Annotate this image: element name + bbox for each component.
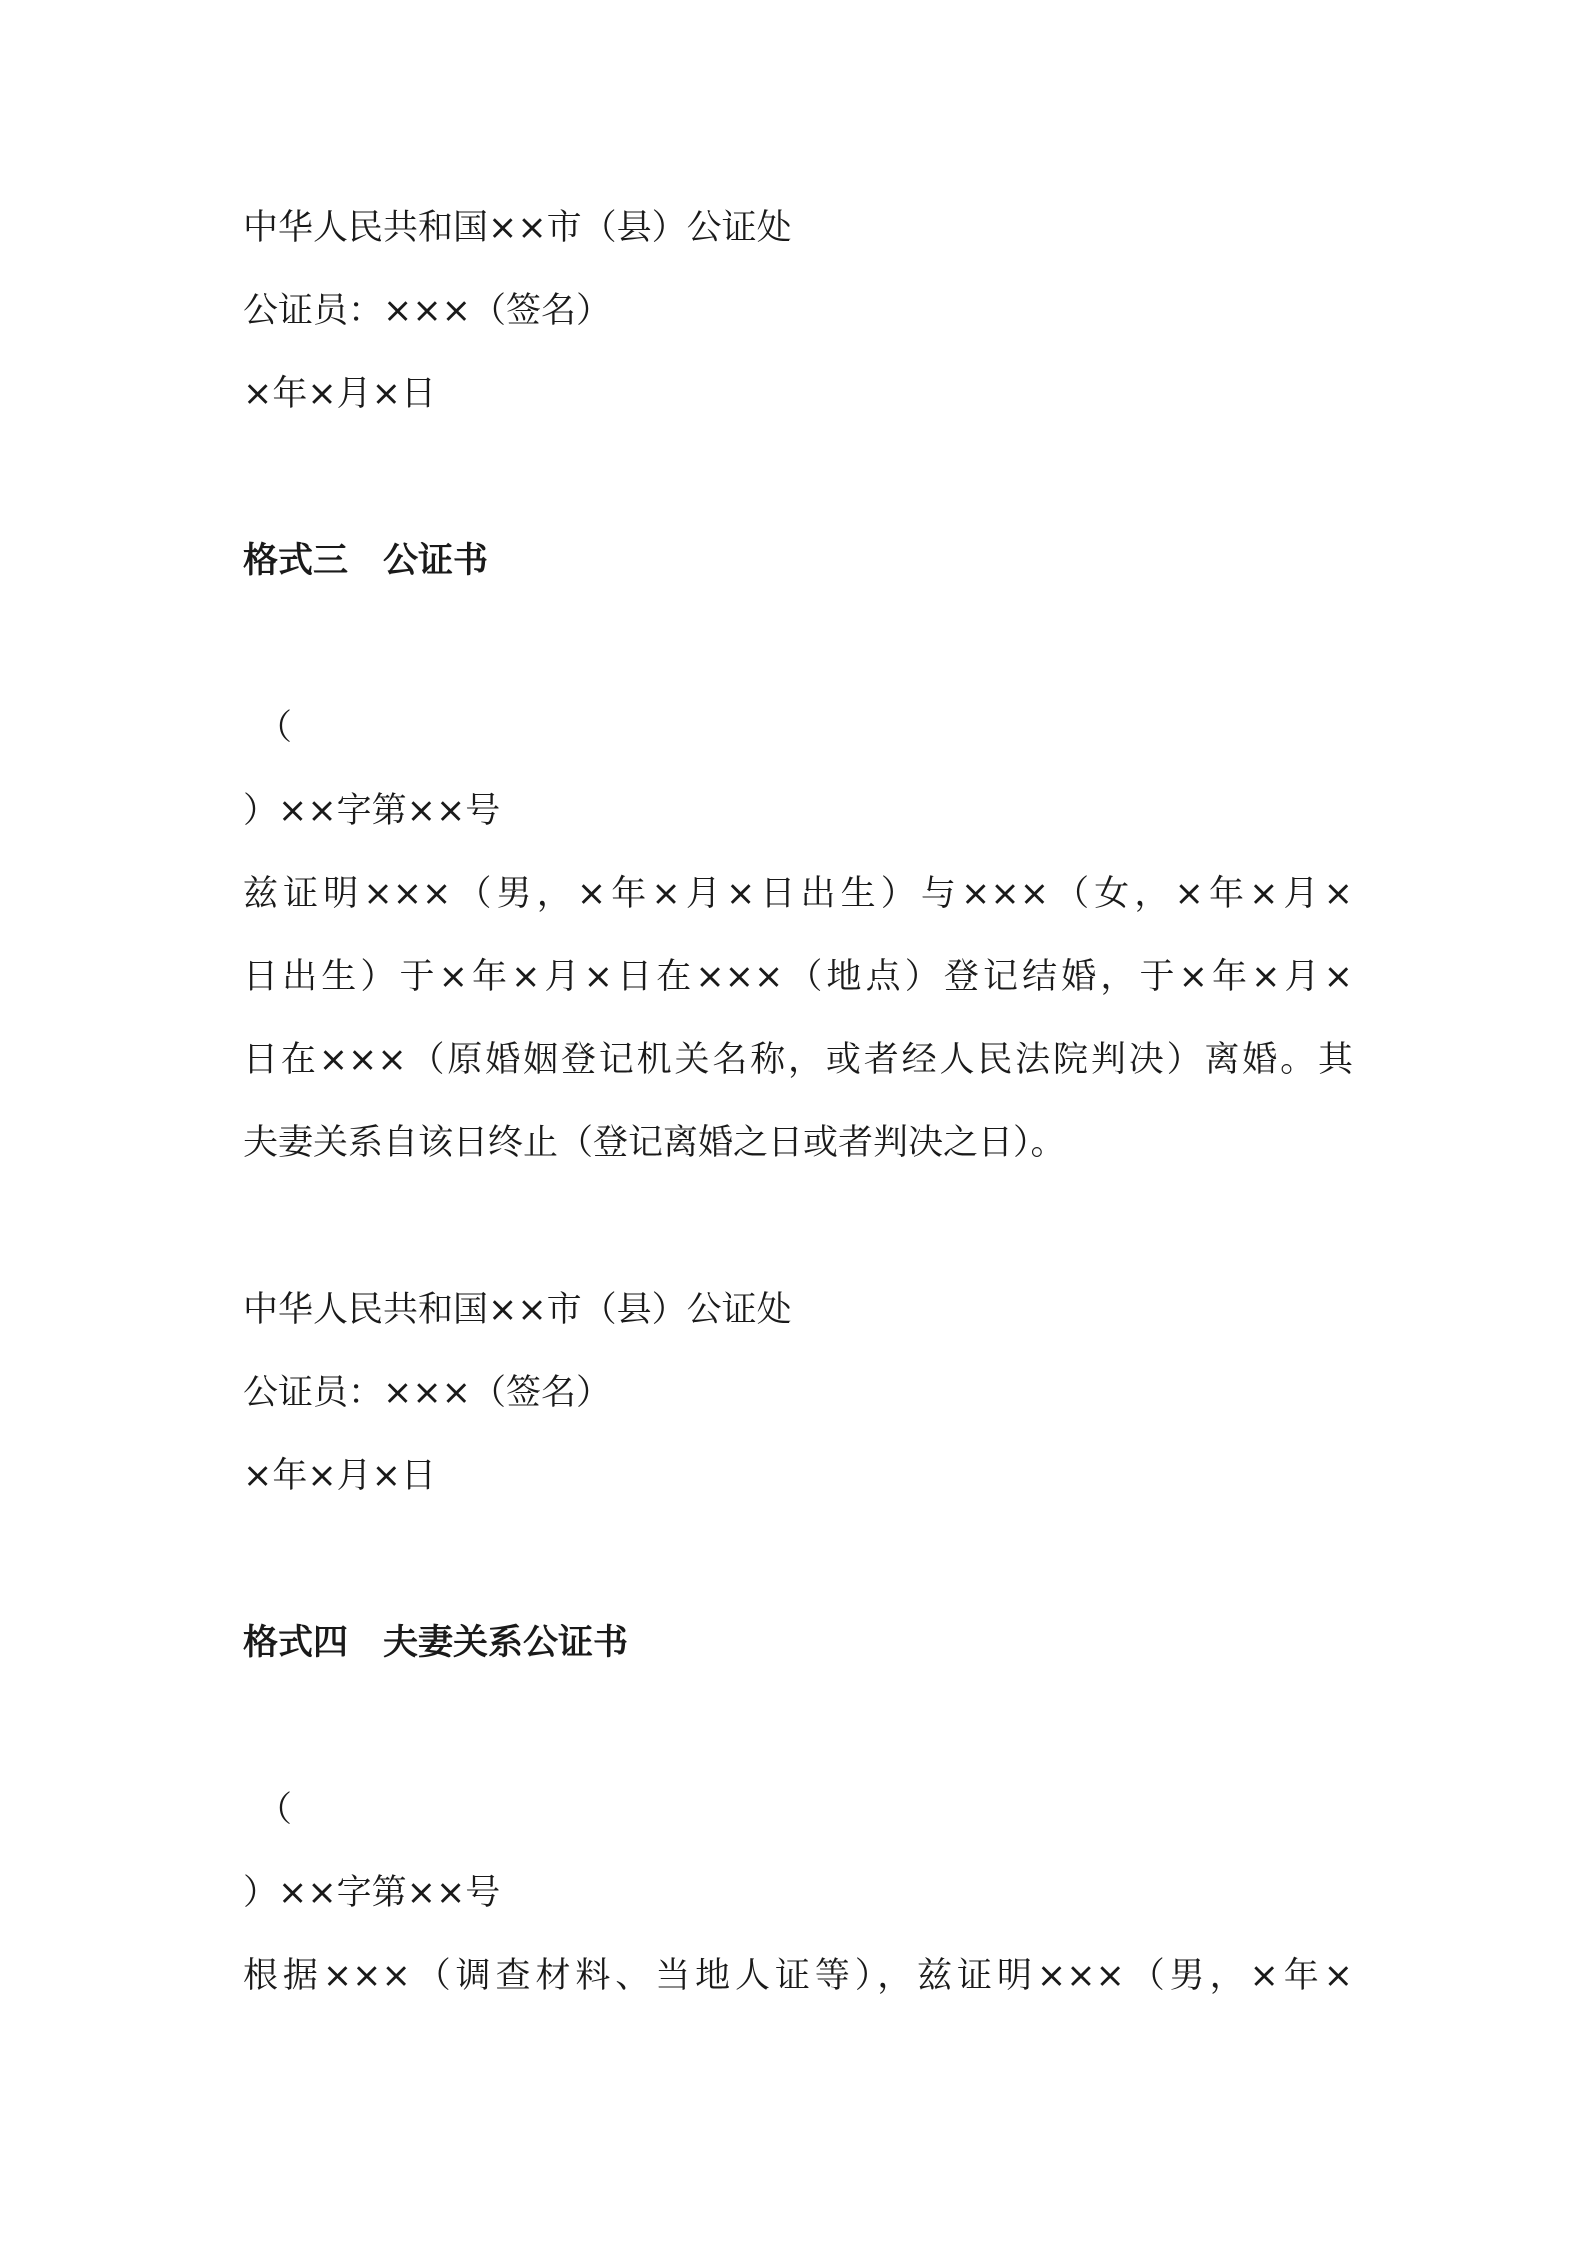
format3-number: ）××字第××号 bbox=[243, 791, 501, 831]
format3-title: 格式三 公证书 bbox=[243, 541, 489, 581]
format4-title: 格式四 夫妻关系公证书 bbox=[243, 1623, 629, 1663]
notary-line: 公证员：×××（签名） bbox=[243, 291, 611, 331]
format4-paren-open: （ bbox=[257, 1790, 293, 1830]
notary-line: 公证员：×××（签名） bbox=[243, 1373, 611, 1413]
office-line: 中华人民共和国××市（县）公证处 bbox=[243, 1290, 792, 1330]
format3-body-line: 兹证明×××（男，×年×月×日出生）与×××（女，×年×月× bbox=[243, 874, 1353, 914]
office-line: 中华人民共和国××市（县）公证处 bbox=[243, 208, 792, 248]
date-line: ×年×月×日 bbox=[243, 374, 436, 414]
format3-body-line: 日出生）于×年×月×日在×××（地点）登记结婚，于×年×月× bbox=[243, 957, 1354, 997]
format3-paren-open: （ bbox=[257, 708, 293, 748]
format4-number: ）××字第××号 bbox=[243, 1873, 501, 1913]
format4-body-line: 根据×××（调查材料、当地人证等），兹证明×××（男，×年× bbox=[243, 1956, 1353, 1996]
format3-body-line: 夫妻关系自该日终止（登记离婚之日或者判决之日）。 bbox=[243, 1123, 1066, 1163]
date-line: ×年×月×日 bbox=[243, 1456, 436, 1496]
format3-body-line: 日在×××（原婚姻登记机关名称，或者经人民法院判决）离婚。其 bbox=[243, 1040, 1353, 1080]
